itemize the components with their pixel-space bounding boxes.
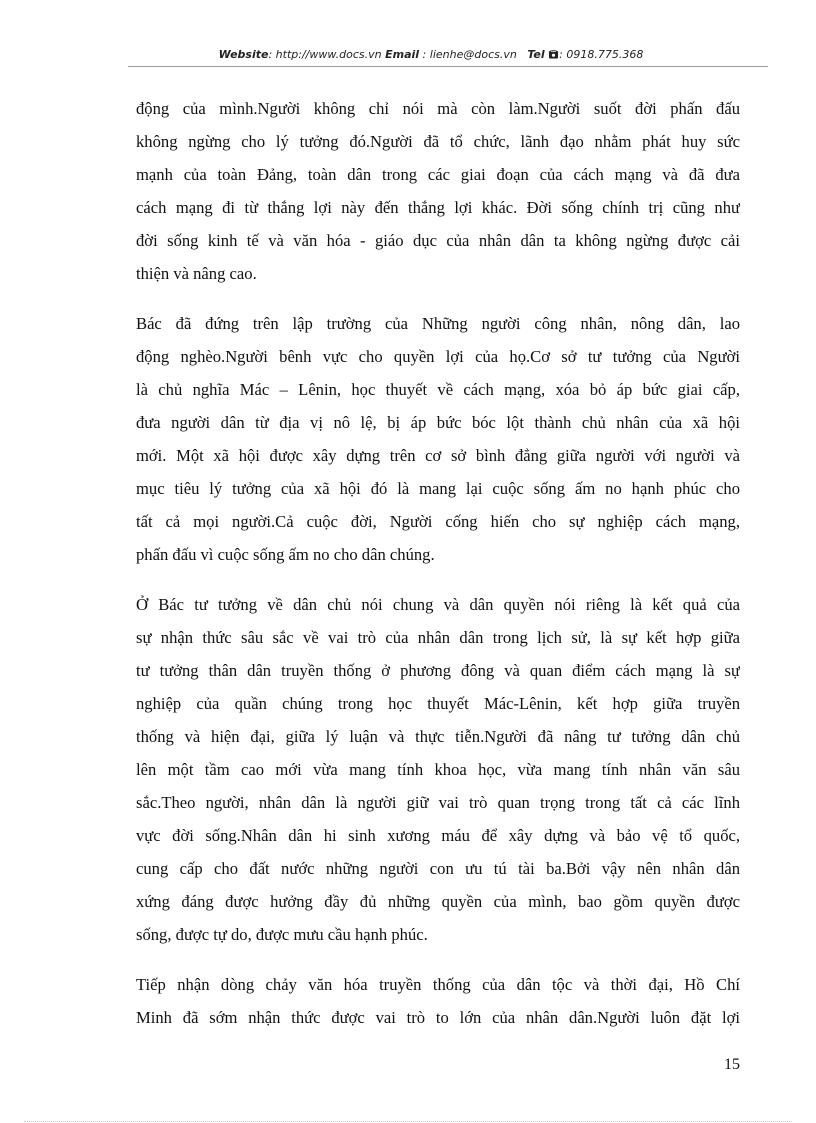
page-bottom-edge: [24, 1121, 792, 1122]
text-line: Tiếp nhận dòng chảy văn hóa truyền thống của dân tộc và thời đại, Hồ Chí: [136, 975, 740, 994]
text-line: nghiệp của quần chúng trong học thuyết Mác-Lênin, kết hợp giữa truyền: [136, 694, 740, 713]
text-line: Minh đã sớm nhận thức được vai trò to lớn của nhân dân.Người luôn đặt lợi: [136, 1008, 740, 1027]
text-line: sắc.Theo người, nhân dân là người giữ vai trò quan trọng trong tất cả các lĩnh: [136, 793, 740, 812]
page-header: [90, 48, 772, 62]
text-line: Ở Bác tư tưởng về dân chủ nói chung và dân quyền nói riêng là kết quả của: [136, 595, 740, 614]
text-line: đưa người dân từ địa vị nô lệ, bị áp bức bóc lột thành chủ nhân của xã hội: [136, 413, 740, 432]
text-line: phấn đấu vì cuộc sống ấm no cho dân chúng.: [136, 545, 435, 564]
text-line: Bác đã đứng trên lập trường của Những người công nhân, nông dân, lao: [136, 314, 740, 333]
text-line: là chủ nghĩa Mác – Lênin, học thuyết về cách mạng, xóa bỏ áp bức giai cấp,: [136, 380, 740, 399]
header-divider: [128, 66, 768, 67]
document-body: [136, 92, 740, 1034]
text-line: cách mạng đi từ thắng lợi này đến thắng lợi khác. Đời sống chính trị cũng như: [136, 198, 740, 217]
paragraph-gap: [136, 290, 740, 307]
paragraph-2: [136, 307, 740, 571]
text-line: xứng đáng được hưởng đầy đủ những quyền của mình, bao gồm quyền được: [136, 892, 740, 911]
text-line: tất cả mọi người.Cả cuộc đời, Người cống hiến cho sự nghiệp cách mạng,: [136, 512, 740, 531]
paragraph-4: [136, 968, 740, 1034]
text-line: sống, được tự do, được mưu cầu hạnh phúc.: [136, 925, 428, 944]
text-line: lên một tầm cao mới vừa mang tính khoa học, vừa mang tính nhân văn sâu: [136, 760, 740, 779]
paragraph-1: [136, 92, 740, 290]
text-line: động của mình.Người không chỉ nói mà còn làm.Người suốt đời phấn đấu: [136, 99, 740, 118]
text-line: tư tưởng thân dân truyền thống ở phương đông và quan điểm cách mạng là sự: [136, 661, 740, 680]
paragraph-gap: [136, 571, 740, 588]
website-url: : http://www.docs.vn: [268, 48, 382, 61]
tel-label: Tel: [527, 48, 545, 61]
email-label: Email: [385, 48, 420, 61]
text-line: mạnh của toàn Đảng, toàn dân trong các giai đoạn của cách mạng và đã đưa: [136, 165, 740, 184]
text-line: vực đời sống.Nhân dân hi sinh xương máu để xây dựng và bảo vệ tổ quốc,: [136, 826, 740, 845]
page-number: 15: [724, 1056, 740, 1073]
paragraph-3: [136, 588, 740, 951]
text-line: đời sống kinh tế và văn hóa - giáo dục của nhân dân ta không ngừng được cải: [136, 231, 740, 250]
telephone-icon: [548, 49, 559, 62]
text-line: thiện và nâng cao.: [136, 264, 257, 283]
tel-number: : 0918.775.368: [559, 48, 644, 61]
paragraph-gap: [136, 951, 740, 968]
website-label: Website: [218, 48, 269, 61]
email-address: : lienhe@docs.vn: [419, 48, 517, 61]
text-line: mới. Một xã hội được xây dựng trên cơ sở bình đẳng giữa người với người và: [136, 446, 740, 465]
text-line: mục tiêu lý tưởng của xã hội đó là mang lại cuộc sống ấm no hạnh phúc cho: [136, 479, 740, 498]
text-line: sự nhận thức sâu sắc về vai trò của nhân dân trong lịch sử, là sự kết hợp giữa: [136, 628, 740, 647]
text-line: thống và hiện đại, giữa lý luận và thực tiễn.Người đã nâng tư tưởng dân chủ: [136, 727, 740, 746]
text-line: không ngừng cho lý tưởng đó.Người đã tổ chức, lãnh đạo nhằm phát huy sức: [136, 132, 740, 151]
text-line: cung cấp cho đất nước những người con ưu tú tài ba.Bởi vậy nên nhân dân: [136, 859, 740, 878]
text-line: động nghèo.Người bênh vực cho quyền lợi của họ.Cơ sở tư tưởng của Người: [136, 347, 740, 366]
